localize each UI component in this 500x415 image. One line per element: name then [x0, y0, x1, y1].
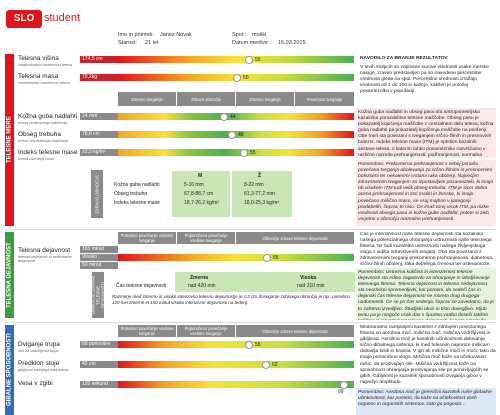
- percentile-bar-bmi: [118, 149, 354, 156]
- row-title-situps: Dviganje trupa: [18, 341, 60, 348]
- percentile-value-waist: 48: [238, 132, 244, 138]
- col-header-risk-low: Zmerno tveganje: [118, 92, 176, 106]
- sex-value: moški: [252, 32, 267, 38]
- brand-logo: SLO: [6, 10, 42, 28]
- row-sub-activity: telesna dejavnost in sedentarne dejavnosti: [18, 255, 72, 263]
- section-label-motor: GIBALNE SPOSOBNOSTI: [5, 325, 14, 415]
- norm-z-2: 18,0-25,3 kg/m²: [244, 200, 280, 206]
- brand-subtitle: student: [44, 12, 81, 24]
- section-label-body: TELESNE MERE: [5, 54, 14, 226]
- percentile-bar-activity: [118, 254, 354, 261]
- norm-z-0: 8-22 mm: [244, 182, 264, 188]
- row-title-waist: Obseg trebuha: [18, 131, 62, 138]
- percentile-marker-hang: [340, 381, 348, 389]
- activity-side-label: OBMOČJE ZDRAVE TELESNE DEJAVNOSTI: [92, 272, 104, 318]
- percentile-marker-situps: [245, 341, 253, 349]
- percentile-marker-sitreach: [262, 361, 270, 369]
- name-label: Ime in priimek:: [118, 32, 154, 38]
- section-divider-2: [5, 322, 495, 323]
- row-title-activity: Telesna dejavnost: [18, 247, 71, 254]
- row-title-weight: Telesna masa: [18, 73, 59, 80]
- row-title-bmi: Indeks telesne mase: [18, 149, 78, 156]
- section-label-activity: TELESNA DEJAVNOST: [5, 232, 14, 318]
- activity-col-vigorous: Visoka: [300, 275, 317, 281]
- value-situps: 58 ponovitev: [80, 341, 118, 348]
- percentile-marker-waist: [228, 131, 236, 139]
- value-bmi: 23,5 kg/m²: [80, 149, 118, 156]
- percentile-value-hang: 99: [338, 389, 344, 395]
- activity-col-2: Območje zdrave telesne dejavnosti: [236, 232, 354, 244]
- label-activity-high: Visoko: [80, 254, 118, 261]
- age-label: Starost:: [118, 40, 137, 46]
- percentile-bar-waist: [118, 131, 354, 138]
- body-paragraph-2: Pomembno: Prekomerna prehranjenost s seboj prinaša povečana tveganja obolevanja za srčno-žilnimi in presnovnimi boleznimi ter nekaterimi vrstami raka obolenj. Najvećjim zdravstvenim tveganjem so izpostavljeni posamezniki, ki imajo ob visokem ITM tudi velik obseg trebuha. ITM je sicer dobra ocena prehranjenosti in tisti mačkí in ženske, ki imajo povečano mišično maso, se vsaj majhno v kategoriji predebelih, čeprav to niso. Če imaš torej visok ITM, pa nizke vrednosti obsega pasu in kožne gube nadlahti, potem si zelo verjetno v območju normalne prehranjenosti.: [358, 162, 494, 222]
- value-hang: 120 sekund: [80, 381, 118, 388]
- norms-col-z: Ž: [258, 173, 262, 179]
- percentile-bar-sitreach: [118, 361, 354, 368]
- value-weight: 70,2kg: [80, 74, 118, 81]
- percentile-marker-skinfold: [220, 113, 228, 121]
- name-value: Janez Novak: [160, 32, 192, 38]
- percentile-value-skinfold: 44: [230, 114, 236, 120]
- norm-label-1: Obseg trebuha: [114, 191, 148, 197]
- activity-text-2: [356, 268, 496, 320]
- intro-heading: NAVODILO ZA BRANJE REZULTATOV: [360, 56, 448, 61]
- row-title-height: Telesna višina: [18, 55, 59, 62]
- age-value: 21 let: [145, 40, 159, 46]
- value-activity-a: 165 minut: [80, 246, 118, 253]
- norm-m-1: 67,8-88,7 cm: [184, 191, 214, 197]
- value-sitreach: 42 cm: [80, 361, 118, 368]
- row-title-skinfold: Kožna guba nadlahti: [18, 113, 78, 120]
- norm-label-0: Kožna guba nadlahti: [114, 182, 160, 188]
- percentile-value-weight: 50: [243, 75, 249, 81]
- percentile-value-situps: 55: [255, 342, 261, 348]
- body-text-1: [356, 108, 496, 158]
- motor-text-2: [356, 388, 496, 415]
- norms-col-m: M: [198, 173, 203, 179]
- row-sub-weight: voluminozna razsežnost telesa: [18, 81, 70, 85]
- value-skinfold: 14 mm: [80, 113, 118, 120]
- activity-col-moderate: Zmerna: [190, 275, 209, 281]
- row-sub-skinfold: ocena podkožnega maščevja: [18, 121, 68, 125]
- motor-paragraph-2: Pomembno: Aerobna moč je generični kazalnik naše globalne učinkovitosti, kar pomeni, da kaže na učinkovitost vseh organov in organskih sistemov, zato ga pogosto...: [358, 390, 492, 408]
- activity-col-1: Priporočeno povečanje vsebine tveganje: [177, 232, 235, 244]
- activity-time-label: Čas telesne dejavnosti: [116, 283, 167, 289]
- activity-col-0: Potrebno povečanje vsebine tveganje: [118, 232, 176, 244]
- col-header-risk-moderate: Zmerno tveganje: [236, 92, 294, 106]
- body-text-2: [356, 160, 496, 226]
- sex-label: Spol:: [232, 32, 245, 38]
- section-divider-1: [5, 229, 495, 230]
- row-sub-height: longitudinalna razsežnost telesa: [18, 63, 73, 67]
- activity-val-vigorous: nad 210 min: [297, 283, 325, 289]
- motor-col-0: Potrebno povečanje vsebine tveganje: [118, 325, 176, 337]
- col-header-risk-high: Povečano tveganje: [295, 92, 354, 106]
- percentile-bar-height: [118, 56, 354, 63]
- percentile-value-bmi: 55: [250, 150, 256, 156]
- value-height: 174,5 cm: [80, 56, 118, 63]
- percentile-bar-hang: [118, 381, 354, 388]
- activity-text-1: Čas je intenzivnost naše telesne dejavnosti sta kazalnika našega potencialnega ohranjanja ustreznosti naše telesnega fitnesa, ter tudi kazalnika ustreznosti našega življenjskega sloga z vidika zdravstvenih tveganj. Oba sta povezana z zdravstvenimi tveganji prekomerne prehranjenosti, diabetesa, srčno-žilnih obolenj, raka debelega črevesa ter osteoporoze.: [360, 232, 494, 268]
- col-header-healthy: Zdravo območje: [177, 92, 235, 106]
- norm-m-2: 18,7-26,2 kg/m²: [184, 200, 220, 206]
- percentile-value-height: 55: [255, 57, 261, 63]
- norm-m-0: 5-16 mm: [184, 182, 204, 188]
- row-sub-waist: ocena visceralnega maščevja: [18, 139, 68, 143]
- value-activity-b: 50 minut: [80, 262, 118, 269]
- body-paragraph-1: Kožna guba nadlahti in obseg pasu sta antropometrijska kazalnika porazdelitve telesne maščobe. Obseg pasu je pokazatelj kopičenja maščobe v centralnem delu telesa, kožna guba nadlahti pa pokazatelj kopičenja maščobe na periferiji. Obe meri sta povezani s tveganjem srčno-žilnih in presnovnih bolezni. Indeks telesne mase (ITM) je splošen kazalnik sestave telesa, s katerim lahko posameznike razvrščamo v različne razrede prehranjenosti: podhranjenost, normalna: [358, 110, 494, 158]
- activity-paragraph-2: Pomembno: Ustrezna količina in intenzivnost telesne dejavnosti sta edino zagotovilo za ohranjanje in izboljševanje telesnega fitnesa. Telesna dejavnost in telesna nedejavnost sta neodvisni spremenljivki, kar pomeni, da sedeči čas in dejanski čas telesne dejavnosti ne moreta drug drugega nadomestiti. Če se pri čas sedenja, čeprav se zavedamo, da je to zahtevo izvedljivo. Študijski okvir in tisto dosegljivo. Kljub temu pa je mogoče vsak dan s športno vadbo doseči takšno: [358, 270, 494, 318]
- norm-z-1: 61,3-77,2 mm: [244, 191, 275, 197]
- motor-col-2: Območje zdrave telesne dejavnosti: [236, 325, 354, 337]
- intro-text: [360, 56, 496, 106]
- row-sub-situps: test za vzdržljivost trupa: [18, 349, 59, 353]
- activity-note: Razmerje med zmerno in visoko intenzivno telesno dejavnostjo je 1:2 (za doseganje zdravega območja je npr. potrebno 120 min zmerne in 150 minut visoko intenzivne dejavnosti na teden).: [112, 294, 350, 305]
- norm-label-2: Indeks telesne mase: [114, 200, 160, 206]
- percentile-bar-skinfold: [118, 113, 354, 120]
- norms-side-label: ZDRAVO OBMOČJE: [91, 170, 103, 218]
- activity-val-moderate: nad 420 min: [188, 283, 216, 289]
- date-label: Datum meritve:: [232, 40, 270, 46]
- date-value: 15.03.2015: [278, 40, 306, 46]
- percentile-marker-height: [245, 56, 253, 64]
- percentile-bar-situps: [118, 341, 354, 348]
- percentile-marker-activity: [263, 254, 271, 262]
- value-waist: 78,6 cm: [80, 131, 118, 138]
- row-sub-bmi: ocena razmerja mase: [18, 157, 55, 161]
- motor-col-1: Priporočeno povečanje vsebine tveganje: [177, 325, 235, 337]
- percentile-value-sitreach: 62: [272, 362, 278, 368]
- percentile-value-activity: 65: [273, 255, 279, 261]
- motor-text-1: Mednarodno uveljavljeni kazalniki z zdravjem povezanega fitnesa so aerobna moč, mišična moč, mišična vzdržljivost in gibljivost. Aerobna moč je kazalnik učinkovitosti delovanja srčno-dihalnega sistema, ki med telesnim naporom mišicam dobavlja kisik in hranila. V igri ali mišične moči in moči, tako da imajo pomembno vlogo. Mišična moč kaže na učinkovitost mišic, da proizvajajo sile. Mišična vzdržljivost kaže na sposobnost ohranjanja proizvajanja sile pri ponavljajočih se gibih. Gibljivost je kazalnik sposobnosti izvajanja gibov v največjo amplitudo.: [360, 325, 496, 385]
- row-title-sitreach: Predklon stoje: [18, 360, 60, 367]
- percentile-marker-bmi: [240, 149, 248, 157]
- percentile-marker-weight: [233, 74, 241, 82]
- row-sub-sitreach: gibljivost zadnjega dela telesa: [18, 368, 69, 372]
- row-title-hang: Vesa v zgibi: [18, 380, 53, 387]
- intro-paragraph: V levih stolpcih so zapisane surove vrednosti vsake merske naloge, zraven predstavljen pa so navedene percentilne vrednosti glede na spol. Percentilne vrednosti izražajo vrednosti od 1 do 100 in kažejo, kakšen je položaj posameznika v populaciji.: [360, 65, 489, 95]
